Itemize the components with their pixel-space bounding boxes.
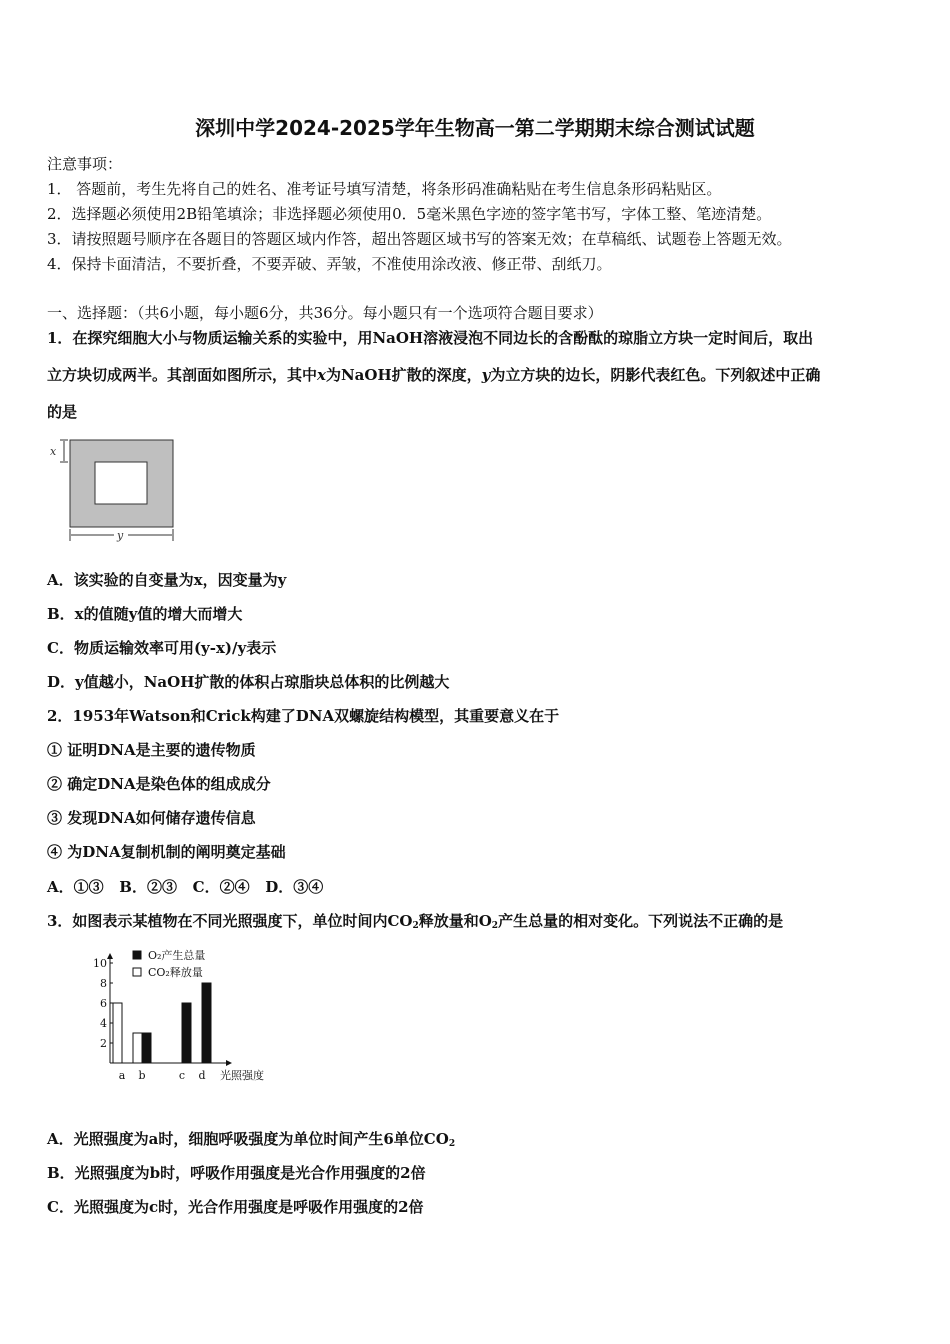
q3-option-a-sub: 2 <box>448 1139 456 1149</box>
y-tick-label: 8 <box>100 977 107 990</box>
bar-o2 <box>182 1003 191 1063</box>
q3-option-b: B．光照强度为b时，呼吸作用强度是光合作用强度的2倍 <box>47 1164 426 1182</box>
bar-chart <box>80 943 280 1091</box>
y-tick-label: 10 <box>93 957 107 970</box>
q1-stem-part-a: 立方块切成两半。其剖面如图所示，其中 <box>47 366 318 384</box>
notice-item-1: 1． 答题前，考生先将自己的姓名、准考证号填写清楚，将条形码准确粘贴在考生信息条形码粘贴区。 <box>47 180 722 198</box>
q3-option-a <box>47 1128 455 1149</box>
y-axis-arrow <box>107 953 113 959</box>
x-dim-label: x <box>50 445 57 458</box>
y-tick-label: 4 <box>100 1017 107 1030</box>
bar-co2 <box>133 1033 142 1063</box>
x-tick-label: c <box>178 1069 186 1082</box>
y-dim-label: y <box>117 529 124 542</box>
agar-inner-square <box>95 462 147 504</box>
q1-stem-part-b: 为NaOH扩散的深度， <box>325 366 482 384</box>
q3-option-c: C．光照强度为c时，光合作用强度是呼吸作用强度的2倍 <box>47 1198 424 1216</box>
y-tick-label: 2 <box>100 1037 107 1050</box>
q1-stem-line2 <box>47 364 820 385</box>
q1-var-x: x <box>317 366 326 384</box>
q2-item-4: ④ 为DNA复制机制的阐明奠定基础 <box>47 843 286 861</box>
q2-item-2: ② 确定DNA是染色体的组成成分 <box>47 775 271 793</box>
section-heading: 一、选择题：（共6小题，每小题6分，共36分。每小题只有一个选项符合题目要求） <box>47 304 603 322</box>
bar-co2 <box>113 1003 122 1063</box>
q1-stem-line1: 1．在探究细胞大小与物质运输关系的实验中，用NaOH溶液浸泡不同边长的含酚酞的琼脂立方块一定时间后，取出 <box>47 329 814 347</box>
q2-stem: 2．1953年Watson和Crick构建了DNA双螺旋结构模型，其重要意义在于 <box>47 707 560 725</box>
q3-stem-sub-2: 2 <box>491 921 499 931</box>
q2-options: A．①③ B．②③ C．②④ D．③④ <box>47 878 324 896</box>
q1-stem-line3: 的是 <box>47 403 78 421</box>
page-title: 深圳中学2024-2025学年生物高一第二学期期末综合测试试题 <box>195 116 755 140</box>
q3-option-a-text: A．光照强度为a时，细胞呼吸强度为单位时间产生6单位CO <box>47 1130 449 1148</box>
y-tick-label: 6 <box>100 997 107 1010</box>
legend-swatch-o2 <box>133 951 141 959</box>
bar-o2 <box>202 983 211 1063</box>
x-tick-label: b <box>138 1069 146 1082</box>
x-tick-label: d <box>198 1069 206 1082</box>
x-axis-arrow <box>226 1060 232 1066</box>
notice-item-2: 2．选择题必须使用2B铅笔填涂；非选择题必须使用0．5毫米黑色字迹的签字笔书写，字体工整、笔迹清楚。 <box>47 205 772 223</box>
q1-option-d: D．y值越小，NaOH扩散的体积占琼脂块总体积的比例越大 <box>47 673 450 691</box>
q1-option-b: B．x的值随y值的增大而增大 <box>47 605 243 623</box>
legend-label-o2: O₂产生总量 <box>148 949 206 962</box>
q1-option-a: A．该实验的自变量为x，因变量为y <box>47 571 287 589</box>
q3-stem-sub-1: 2 <box>412 921 419 931</box>
legend-label-co2: CO₂释放量 <box>148 966 203 979</box>
notice-item-3: 3．请按照题号顺序在各题目的答题区域内作答，超出答题区域书写的答案无效；在草稿纸、试题卷上答题无效。 <box>47 230 792 248</box>
q1-var-y: y <box>481 366 491 384</box>
x-axis-label: 光照强度 <box>220 1069 264 1082</box>
x-tick-label: a <box>118 1069 126 1082</box>
bar-o2 <box>142 1033 151 1063</box>
q2-item-1: ① 证明DNA是主要的遗传物质 <box>47 741 256 759</box>
q1-stem-part-c: 为立方块的边长，阴影代表红色。下列叙述中正确 <box>490 366 821 384</box>
notice-item-4: 4．保持卡面清洁，不要折叠，不要弄破、弄皱，不准使用涂改液、修正带、刮纸刀。 <box>47 255 612 273</box>
q3-stem-part-c: 产生总量的相对变化。下列说法不正确的是 <box>498 912 784 930</box>
q3-stem-part-b: 释放量和O <box>418 912 492 930</box>
q3-stem <box>47 910 783 931</box>
agar-cube-figure <box>48 437 188 547</box>
legend-swatch-co2 <box>133 968 141 976</box>
q2-item-3: ③ 发现DNA如何储存遗传信息 <box>47 809 256 827</box>
q1-option-c: C．物质运输效率可用(y-x)/y表示 <box>47 639 277 657</box>
notice-heading: 注意事项： <box>47 155 123 173</box>
q3-stem-part-a: 3．如图表示某植物在不同光照强度下，单位时间内CO <box>47 912 413 930</box>
